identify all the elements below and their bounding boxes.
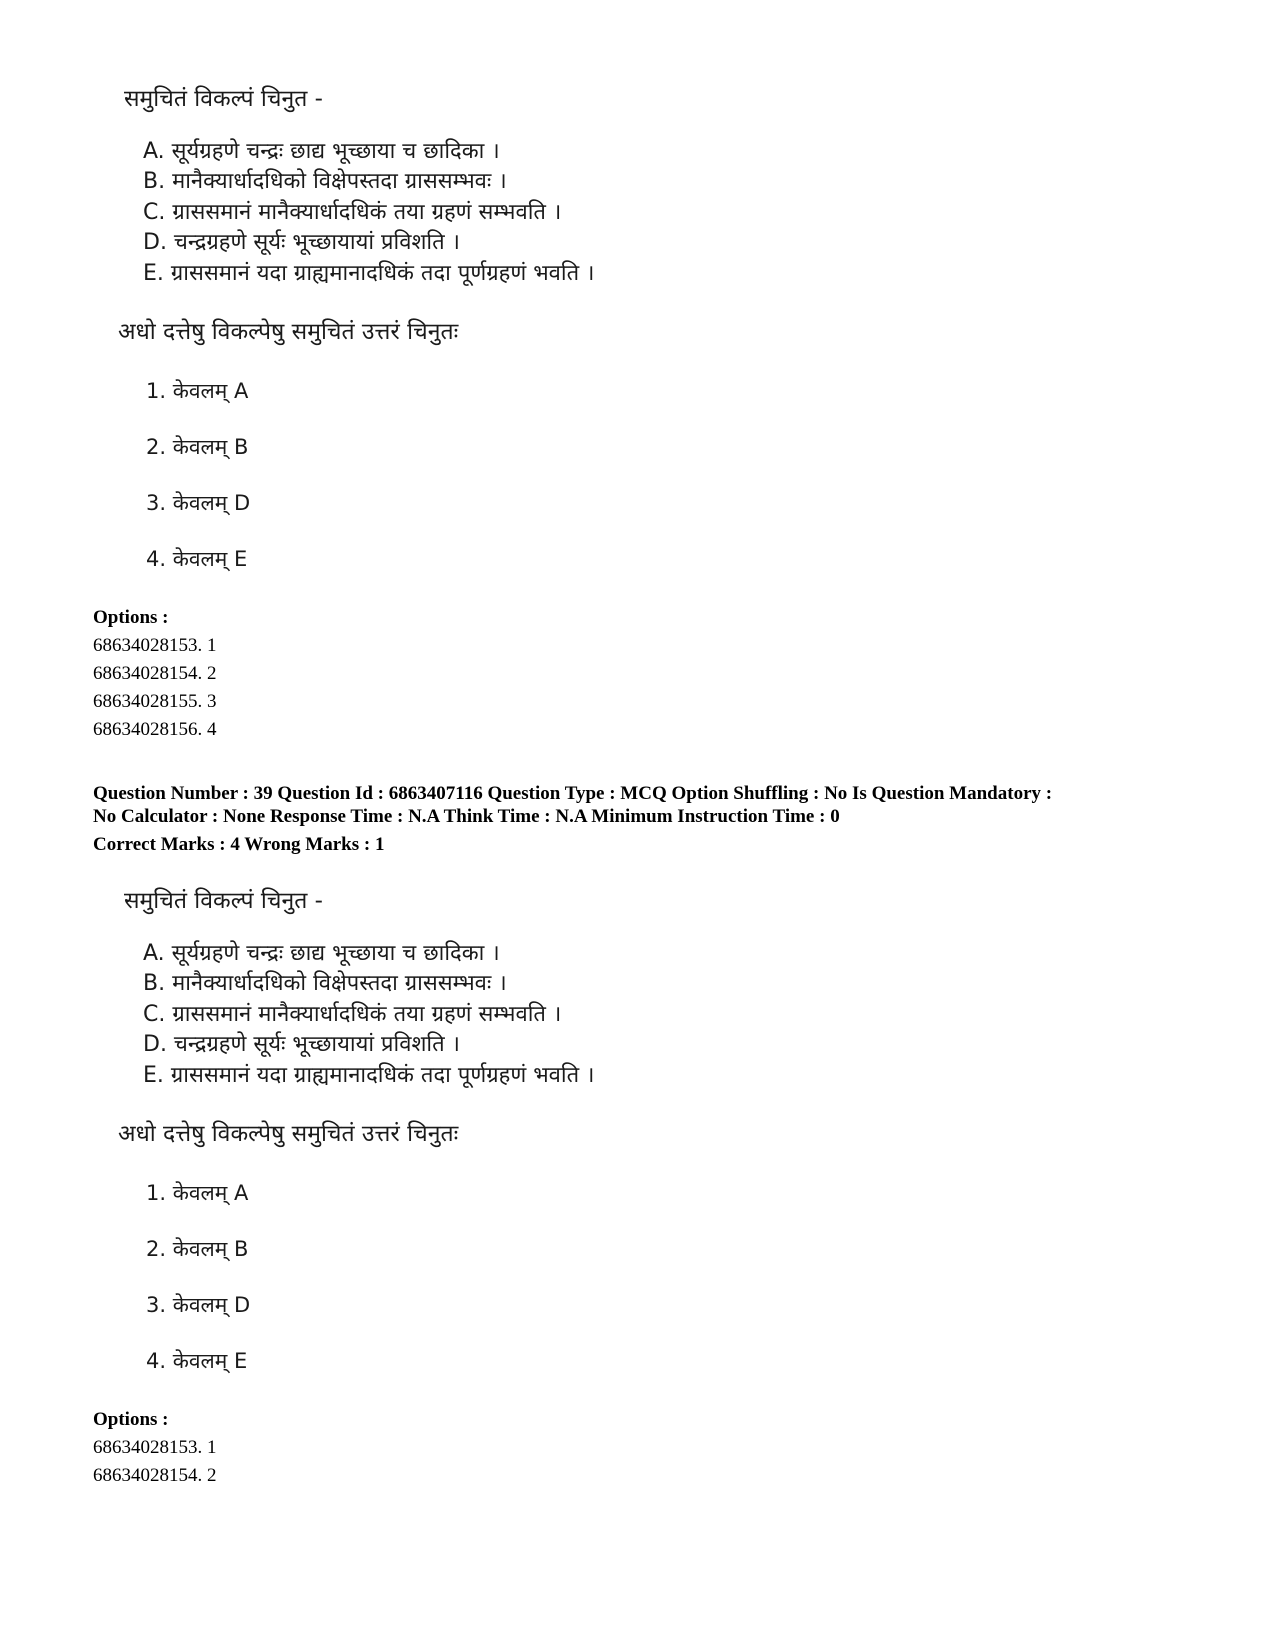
- statement-c: C. ग्राससमानं मानैक्यार्धादधिकं तया ग्रहणं सम्भवति ।: [143, 1002, 562, 1027]
- choice-4: 4. केवलम् E: [146, 1349, 248, 1373]
- question-ask: अधो दत्तेषु विकल्पेषु समुचितं उत्तरं चिनुतः: [118, 319, 459, 345]
- choice-4: 4. केवलम् E: [146, 547, 248, 571]
- choice-2: 2. केवलम् B: [146, 435, 249, 459]
- statement-d: D. चन्द्रग्रहणे सूर्यः भूच्छायायां प्रविशति ।: [143, 230, 461, 255]
- statement-b: B. मानैक्यार्धादधिको विक्षेपस्तदा ग्राससम्भवः ।: [143, 971, 507, 996]
- statement-e: E. ग्राससमानं यदा ग्राह्यमानादधिकं तदा पूर्णग्रहणं भवति ।: [143, 261, 595, 286]
- statement-a: A. सूर्यग्रहणे चन्द्रः छाद्य भूच्छाया च छादिका ।: [143, 139, 500, 164]
- statement-e: E. ग्राससमानं यदा ग्राह्यमानादधिकं तदा पूर्णग्रहणं भवति ।: [143, 1063, 595, 1088]
- choice-3: 3. केवलम् D: [146, 491, 251, 515]
- question-instruction: समुचितं विकल्पं चिनुत -: [124, 888, 323, 914]
- options-label: Options :: [93, 607, 169, 628]
- question-marks: Correct Marks : 4 Wrong Marks : 1: [93, 834, 385, 855]
- question-info-line-2: No Calculator : None Response Time : N.A Think Time : N.A Minimum Instruction Time : 0: [93, 806, 840, 827]
- choice-2: 2. केवलम् B: [146, 1237, 249, 1261]
- option-item: 68634028155. 3: [93, 691, 217, 712]
- option-item: 68634028153. 1: [93, 1437, 217, 1458]
- question-instruction: समुचितं विकल्पं चिनुत -: [124, 86, 323, 112]
- statement-c: C. ग्राससमानं मानैक्यार्धादधिकं तया ग्रहणं सम्भवति ।: [143, 200, 562, 225]
- choice-1: 1. केवलम् A: [146, 379, 249, 403]
- option-item: 68634028153. 1: [93, 635, 217, 656]
- question-info-line-1: Question Number : 39 Question Id : 6863407116 Question Type : MCQ Option Shuffling : No Is Question Mandatory :: [93, 783, 1053, 804]
- options-label: Options :: [93, 1409, 169, 1430]
- statement-a: A. सूर्यग्रहणे चन्द्रः छाद्य भूच्छाया च छादिका ।: [143, 941, 500, 966]
- statement-d: D. चन्द्रग्रहणे सूर्यः भूच्छायायां प्रविशति ।: [143, 1032, 461, 1057]
- choice-1: 1. केवलम् A: [146, 1181, 249, 1205]
- option-item: 68634028154. 2: [93, 663, 217, 684]
- statement-b: B. मानैक्यार्धादधिको विक्षेपस्तदा ग्राससम्भवः ।: [143, 169, 507, 194]
- option-item: 68634028156. 4: [93, 719, 217, 740]
- question-ask: अधो दत्तेषु विकल्पेषु समुचितं उत्तरं चिनुतः: [118, 1121, 459, 1147]
- choice-3: 3. केवलम् D: [146, 1293, 251, 1317]
- option-item: 68634028154. 2: [93, 1465, 217, 1486]
